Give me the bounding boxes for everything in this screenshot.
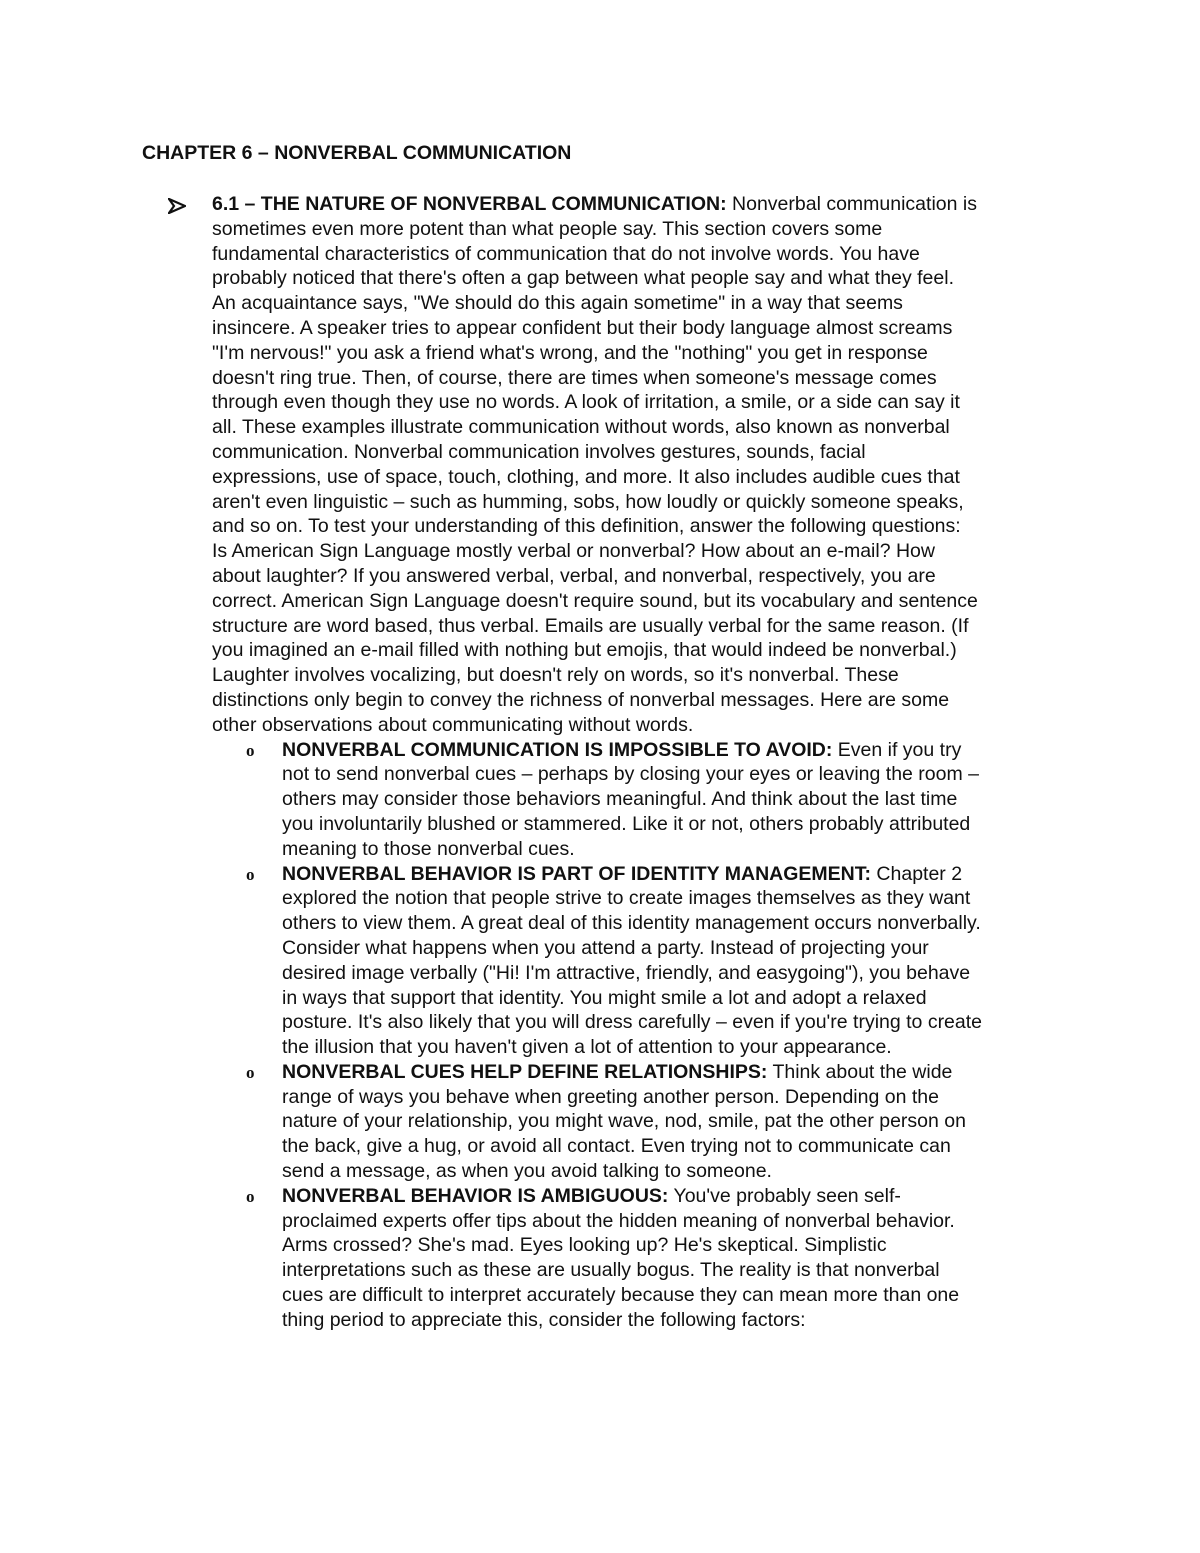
subpoint-line: not to send nonverbal cues – perhaps by closing your eyes or leaving the room – [282,763,980,786]
paragraph-line: correct. American Sign Language doesn't require sound, but its vocabulary and sentence [212,589,978,612]
subpoint-heading: NONVERBAL COMMUNICATION IS IMPOSSIBLE TO AVOID: [282,738,833,761]
paragraph-line: communication. Nonverbal communication involves gestures, sounds, facial [212,440,866,463]
paragraph-line: expressions, use of space, touch, clothing, and more. It also includes audible cues that [212,465,960,488]
paragraph-line: aren't even linguistic – such as humming, sobs, how loudly or quickly someone speaks, [212,490,964,513]
paragraph-line: distinctions only begin to convey the richness of nonverbal messages. Here are some [212,688,950,711]
section-body [212,217,1072,738]
paragraph-line: sometimes even more potent than what people say. This section covers some [212,217,883,240]
paragraph-line: structure are word based, thus verbal. Emails are usually verbal for the same reason. (If [212,614,969,637]
subpoint-first-line-text: Chapter 2 [871,862,963,885]
subpoint-first-line [282,862,1072,887]
subpoint-line: range of ways you behave when greeting another person. Depending on the [282,1085,939,1108]
subpoint-first-line [282,1060,1072,1085]
section-heading: 6.1 – THE NATURE OF NONVERBAL COMMUNICATION: [212,193,727,215]
subpoint-line: send a message, as when you avoid talking to someone. [282,1160,772,1183]
subpoint-first-line [282,738,1072,763]
subpoint-first-line-text: You've probably seen self- [668,1184,901,1207]
subpoint-line: Consider what happens when you attend a party. Instead of projecting your [282,936,929,959]
subpoint-line: thing period to appreciate this, consider the following factors: [282,1308,806,1331]
subpoint-line: explored the notion that people strive to create images themselves as they want [282,887,971,910]
arrowhead-bullet-icon [168,198,186,214]
subpoint-first-line-text: Even if you try [832,738,962,761]
subpoint-line: others to view them. A great deal of this identity management occurs nonverbally. [282,912,981,935]
paragraph-line: other observations about communicating without words. [212,713,694,736]
paragraph-line: insincere. A speaker tries to appear confident but their body language almost screams [212,316,953,339]
subpoint-line: the illusion that you haven't given a lot of attention to your appearance. [282,1036,892,1059]
paragraph-line: Is American Sign Language mostly verbal or nonverbal? How about an e-mail? How [212,540,935,563]
circle-bullet-icon: o [246,1062,255,1082]
subpoint-line: cues are difficult to interpret accurately because they can mean more than one [282,1284,960,1307]
subpoint-item [246,738,1072,862]
paragraph-line: fundamental characteristics of communication that do not involve words. You have [212,242,920,265]
subpoint-line: the back, give a hug, or avoid all contact. Even trying not to communicate can [282,1135,951,1158]
paragraph-line: through even though they use no words. A look of irritation, a smile, or a side can say it [212,391,960,414]
subpoint-line: you involuntarily blushed or stammered. Like it or not, others probably attributed [282,812,971,835]
subpoint-line: Arms crossed? She's mad. Eyes looking up? He's skeptical. Simplistic [282,1234,887,1257]
paragraph-line: and so on. To test your understanding of this definition, answer the following questions: [212,515,961,538]
paragraph-line: "I'm nervous!" you ask a friend what's wrong, and the "nothing" you get in response [212,341,928,364]
paragraph-line: about laughter? If you answered verbal, verbal, and nonverbal, respectively, you are [212,564,936,587]
subpoint-line: in ways that support that identity. You might smile a lot and adopt a relaxed [282,986,927,1009]
subpoint-list [246,738,1072,1333]
section-6-1 [212,192,1072,1333]
paragraph-line: doesn't ring true. Then, of course, there are times when someone's message comes [212,366,937,389]
circle-bullet-icon: o [246,864,255,884]
subpoint-heading: NONVERBAL BEHAVIOR IS PART OF IDENTITY MANAGEMENT: [282,862,871,885]
subpoint-line: nature of your relationship, you might wave, nod, smile, pat the other person on [282,1110,966,1133]
paragraph-line: you imagined an e-mail filled with nothing but emojis, that would indeed be nonverbal.) [212,639,957,662]
subpoint-line: meaning to those nonverbal cues. [282,837,575,860]
subpoint-line: others may consider those behaviors meaningful. And think about the last time [282,788,958,811]
section-first-line [212,192,1072,217]
subpoint-first-line-text: Think about the wide [767,1060,953,1083]
subpoint-item [246,1060,1072,1184]
paragraph-line: all. These examples illustrate communication without words, also known as nonverbal [212,416,950,439]
paragraph-line: An acquaintance says, "We should do this again sometime" in a way that seems [212,292,903,315]
paragraph-line: Laughter involves vocalizing, but doesn't rely on words, so it's nonverbal. These [212,664,899,687]
subpoint-item [246,862,1072,1060]
section-first-line-text: Nonverbal communication is [726,193,977,215]
subpoint-line: interpretations such as these are usually bogus. The reality is that nonverbal [282,1259,940,1282]
subpoint-line: desired image verbally ("Hi! I'm attractive, friendly, and easygoing"), you behave [282,961,971,984]
chapter-title: CHAPTER 6 – NONVERBAL COMMUNICATION [142,142,572,164]
subpoint-line: posture. It's also likely that you will dress carefully – even if you're trying to create [282,1011,983,1034]
paragraph-line: probably noticed that there's often a gap between what people say and what they feel. [212,267,954,290]
circle-bullet-icon: o [246,1186,255,1206]
subpoint-heading: NONVERBAL BEHAVIOR IS AMBIGUOUS: [282,1184,669,1207]
subpoint-heading: NONVERBAL CUES HELP DEFINE RELATIONSHIPS: [282,1060,768,1083]
circle-bullet-icon: o [246,740,255,760]
subpoint-item [246,1184,1072,1333]
subpoint-first-line [282,1184,1072,1209]
subpoint-line: proclaimed experts offer tips about the hidden meaning of nonverbal behavior. [282,1209,955,1232]
